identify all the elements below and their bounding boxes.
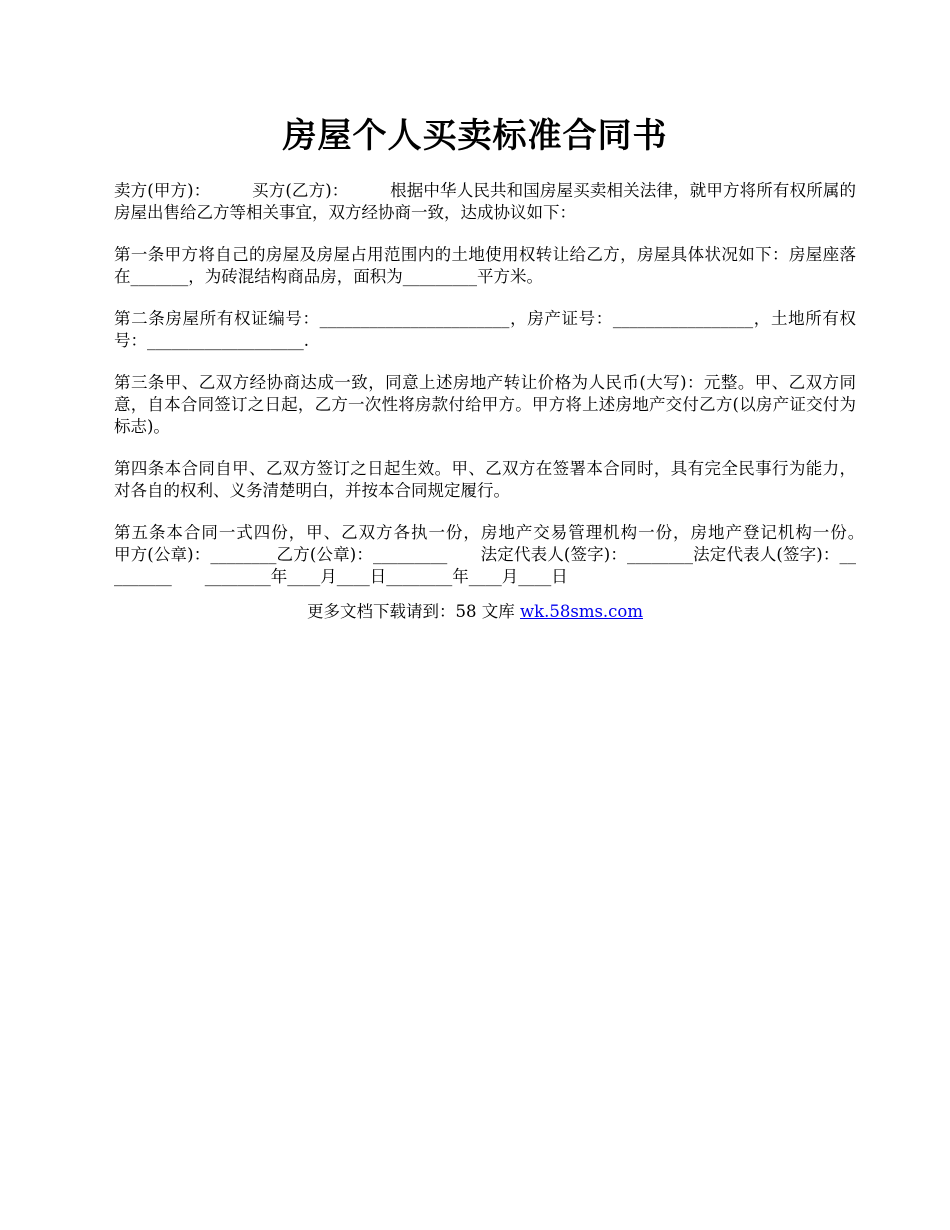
paragraph-article-2: 第二条房屋所有权证编号：_______________________，房产证号：_________________，土地所有权号：___________________. <box>114 309 856 350</box>
footer-link[interactable]: wk.58sms.com <box>519 602 643 621</box>
footer-download-note <box>0 601 950 623</box>
footer-prefix: 更多文档下载请到：58 文库 <box>306 602 520 621</box>
paragraph-article-1: 第一条甲方将自己的房屋及房屋占用范围内的土地使用权转让给乙方，房屋具体状况如下：房屋座落在_______，为砖混结构商品房，面积为_________平方米。 <box>114 245 856 286</box>
paragraph-article-4: 第四条本合同自甲、乙双方签订之日起生效。甲、乙双方在签署本合同时，具有完全民事行为能力，对各自的权利、义务清楚明白，并按本合同规定履行。 <box>114 459 856 500</box>
paragraph-parties: 卖方(甲方)： 买方(乙方)： 根据中华人民共和国房屋买卖相关法律，就甲方将所有权所属的房屋出售给乙方等相关事宜，双方经协商一致，达成协议如下： <box>114 181 856 222</box>
contract-body <box>114 180 889 608</box>
paragraph-article-5: 第五条本合同一式四份，甲、乙双方各执一份，房地产交易管理机构一份，房地产登记机构一份。 甲方(公章)：________乙方(公章)：_________ 法定代表人(签字)：________法定代表人(签字)：_________ ________年____月____日________年____月____日 <box>114 523 889 586</box>
paragraph-article-3: 第三条甲、乙双方经协商达成一致，同意上述房地产转让价格为人民币(大写)：元整。甲、乙双方同意，自本合同签订之日起，乙方一次性将房款付给甲方。甲方将上述房地产交付乙方(以房产证交付为标志)。 <box>114 373 856 436</box>
document-title: 房屋个人买卖标准合同书 <box>282 116 668 156</box>
